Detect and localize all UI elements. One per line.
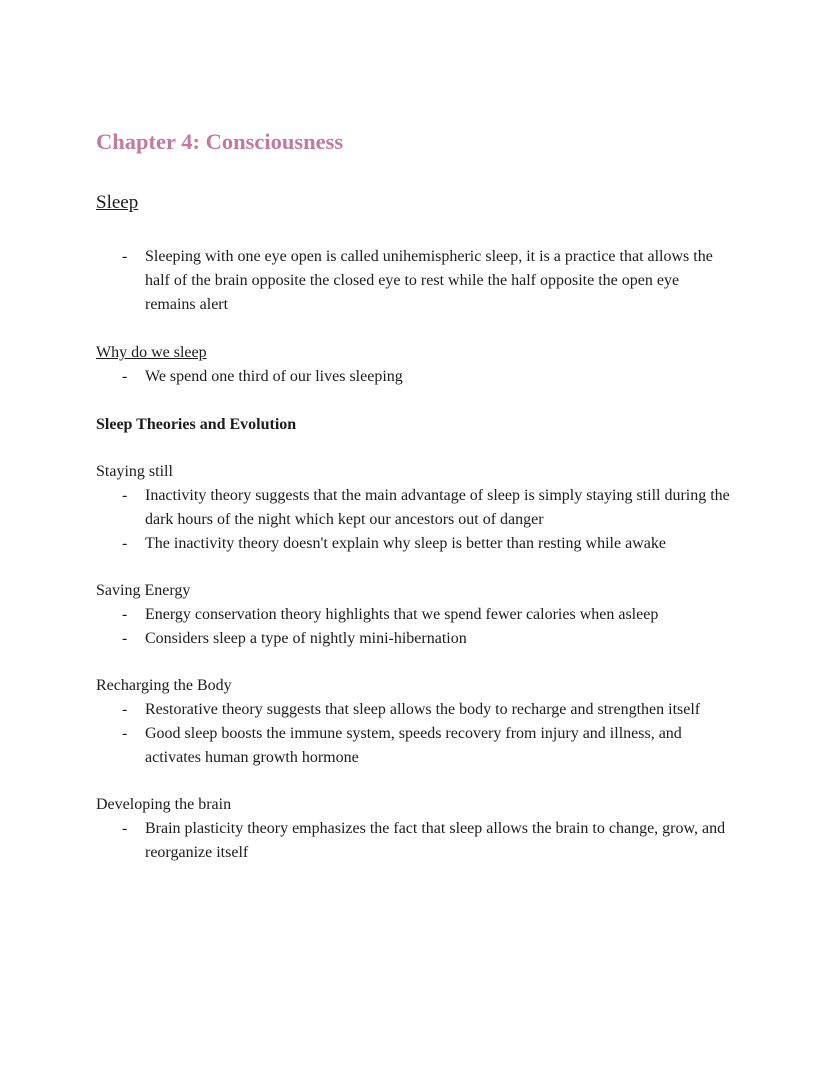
bullet-item bbox=[96, 365, 732, 389]
theory-label: Developing the brain bbox=[96, 796, 232, 813]
bullet-item bbox=[96, 603, 732, 627]
bullet-text: Restorative theory suggests that sleep allows the body to recharge and strengthen itself bbox=[145, 701, 701, 718]
bullet-text: Brain plasticity theory emphasizes the fact that sleep allows the brain to change, grow, and reorganize itself bbox=[145, 820, 726, 861]
bullet-item bbox=[96, 698, 732, 722]
bullet-dash: - bbox=[122, 487, 128, 504]
bullet-dash: - bbox=[122, 630, 128, 647]
theory-label: Saving Energy bbox=[96, 582, 191, 599]
bullet-text: Inactivity theory suggests that the main advantage of sleep is simply staying still during the dark hours of the night which kept our ancestors out of danger bbox=[145, 487, 730, 528]
bullet-text: Good sleep boosts the immune system, speeds recovery from injury and illness, and activates human growth hormone bbox=[145, 725, 682, 766]
bullet-item bbox=[96, 722, 732, 770]
bullet-item bbox=[96, 245, 732, 317]
bullet-item bbox=[96, 484, 732, 532]
bullet-text: The inactivity theory doesn't explain why sleep is better than resting while awake bbox=[145, 535, 666, 552]
bullet-dash: - bbox=[122, 725, 128, 742]
theory-label: Staying still bbox=[96, 463, 173, 480]
subsection-heading: Why do we sleep bbox=[96, 344, 207, 361]
bullet-text: Energy conservation theory highlights that we spend fewer calories when asleep bbox=[145, 606, 659, 623]
section-heading: Sleep bbox=[96, 192, 139, 213]
bullet-dash: - bbox=[122, 368, 128, 385]
bullet-dash: - bbox=[122, 248, 128, 265]
bullet-item bbox=[96, 627, 732, 651]
bullet-text: We spend one third of our lives sleeping bbox=[145, 368, 403, 385]
bold-heading: Sleep Theories and Evolution bbox=[96, 416, 297, 433]
bullet-item bbox=[96, 817, 732, 865]
bullet-item bbox=[96, 532, 732, 556]
bullet-dash: - bbox=[122, 701, 128, 718]
bullet-dash: - bbox=[122, 820, 128, 837]
bullet-dash: - bbox=[122, 606, 128, 623]
theory-label: Recharging the Body bbox=[96, 677, 232, 694]
document-title: Chapter 4: Consciousness bbox=[96, 129, 344, 154]
bullet-text: Sleeping with one eye open is called unihemispheric sleep, it is a practice that allows the half of the brain opposite the closed eye to rest while the half opposite the open eye remains alert bbox=[145, 248, 713, 313]
bullet-dash: - bbox=[122, 535, 128, 552]
bullet-text: Considers sleep a type of nightly mini-hibernation bbox=[145, 630, 467, 647]
